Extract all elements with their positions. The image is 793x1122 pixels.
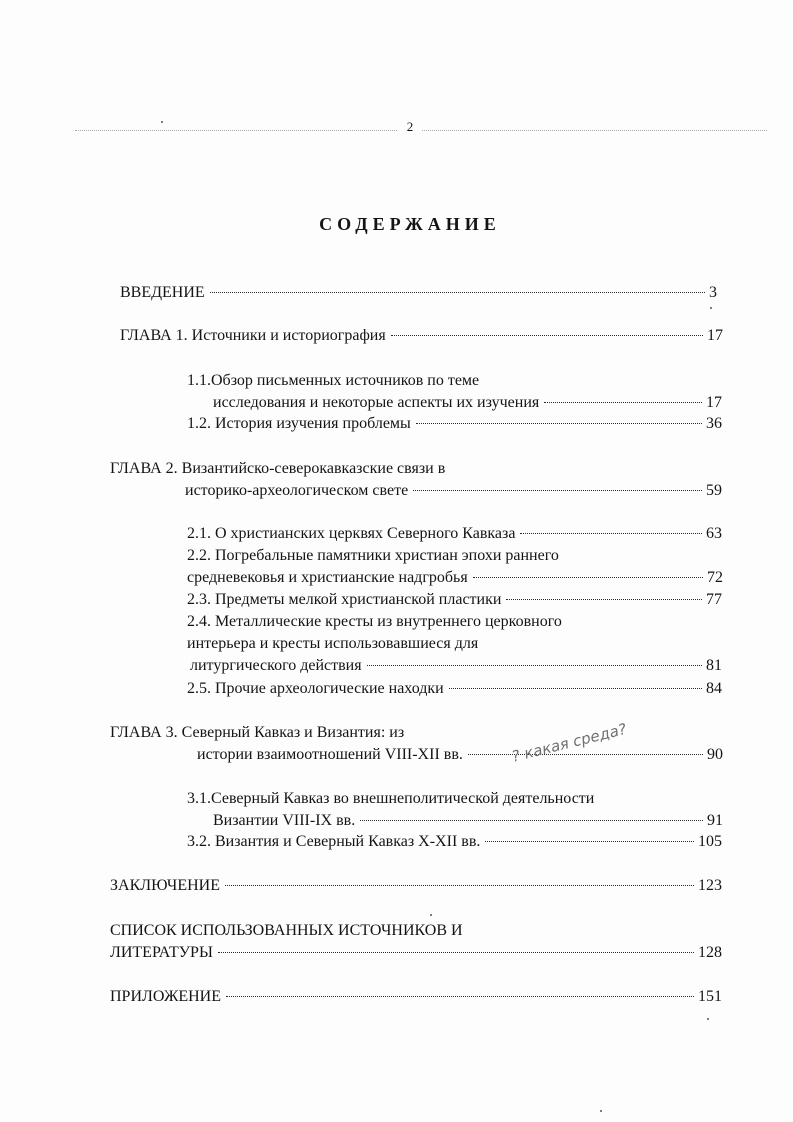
toc-page: 72 [707, 569, 723, 586]
toc-label: 2.3. Предметы мелкой христианской пластики [187, 591, 502, 608]
toc-entry-3-1 [213, 810, 723, 832]
toc-page: 36 [706, 415, 722, 432]
toc-entry-2-1 [187, 523, 722, 545]
toc-label: 3.2. Византия и Северный Кавказ X-XII вв. [187, 833, 481, 850]
toc-label: исследования и некоторые аспекты их изучения [213, 394, 540, 411]
leader-dots [218, 952, 694, 953]
leader-dots [449, 688, 702, 689]
toc-entry-2-2-line-1: 2.2. Погребальные памятники христиан эпохи раннего [187, 547, 559, 564]
toc-label: ПРИЛОЖЕНИЕ [110, 988, 222, 1005]
toc-entry-intro [120, 282, 717, 304]
handwritten-annotation [503, 703, 673, 763]
toc-page: 84 [706, 680, 722, 697]
toc-label: средневековья и христианские надгробья [187, 569, 468, 586]
toc-entry-2-4 [190, 655, 722, 677]
toc-page: 17 [707, 327, 723, 344]
toc-page: 123 [698, 877, 722, 894]
toc-entry-2-4-line-2: интерьера и кресты использовавшиеся для [187, 635, 479, 652]
scan-speck [710, 307, 712, 309]
leader-dots [391, 335, 703, 336]
toc-page: 105 [698, 833, 722, 850]
toc-entry-2-4-line-1: 2.4. Металлические кресты из внутреннего церковного [187, 613, 562, 630]
leader-dots [367, 665, 702, 666]
toc-label: 2.5. Прочие археологические находки [187, 680, 444, 697]
toc-entry-chapter-3-line-1: ГЛАВА 3. Северный Кавказ и Византия: из [110, 724, 405, 741]
page-title: СОДЕРЖАНИЕ [319, 214, 501, 234]
toc-entry-references [110, 942, 722, 964]
toc-label: литургического действия [190, 657, 362, 674]
leader-dots [416, 423, 702, 424]
toc-entry-conclusion [110, 875, 722, 897]
leader-dots [506, 599, 702, 600]
toc-page: 151 [698, 988, 722, 1005]
toc-entry-1-2 [187, 413, 722, 435]
scan-speck [600, 1110, 602, 1112]
toc-entry-1-1 [213, 392, 722, 414]
toc-page: 17 [706, 394, 722, 411]
handwritten-annotation-drawing [503, 703, 673, 763]
scan-speck [707, 1018, 709, 1020]
toc-label: Византии VIII-IX вв. [213, 812, 356, 829]
toc-label: историко-археологическом свете [185, 482, 409, 499]
page-number: 2 [398, 119, 422, 135]
toc-page: 77 [706, 591, 722, 608]
toc-label: ГЛАВА 1. Источники и историография [120, 327, 386, 344]
toc-entry-chapter-1 [120, 325, 723, 347]
leader-dots [473, 577, 703, 578]
toc-page: 128 [698, 944, 722, 961]
toc-label: истории взаимоотношений VIII-XII вв. [197, 746, 463, 763]
toc-label: ЗАКЛЮЧЕНИЕ [110, 877, 220, 894]
toc-entry-2-5 [187, 678, 722, 700]
toc-entry-chapter-2 [185, 480, 722, 502]
toc-entry-chapter-2-line-1: ГЛАВА 2. Византийско-северокавказские связи в [110, 460, 446, 477]
toc-page: 91 [707, 812, 723, 829]
leader-dots [485, 841, 694, 842]
scan-speck [430, 914, 432, 916]
toc-page: 63 [706, 525, 722, 542]
toc-page: 59 [706, 482, 722, 499]
toc-page: 3 [709, 284, 717, 301]
leader-dots [225, 885, 694, 886]
toc-entry-appendix [110, 986, 722, 1008]
leader-dots [360, 820, 703, 821]
handwritten-note-text: ? какая среда? [509, 719, 629, 763]
toc-entry-3-1-line-1: 3.1.Северный Кавказ во внешнеполитической деятельности [187, 790, 595, 807]
toc-label: ЛИТЕРАТУРЫ [110, 944, 213, 961]
leader-dots [544, 402, 702, 403]
toc-label: 1.2. История изучения проблемы [187, 415, 411, 432]
toc-page: 90 [707, 746, 723, 763]
toc-entry-2-3 [187, 589, 722, 611]
toc-entry-2-2 [187, 567, 723, 589]
toc-label: 2.1. О христианских церквях Северного Кавказа [187, 525, 516, 542]
toc-entry-1-1-line-1: 1.1.Обзор письменных источников по теме [187, 372, 480, 389]
leader-dots [210, 292, 705, 293]
leader-dots [520, 533, 702, 534]
leader-dots [413, 490, 702, 491]
leader-dots [226, 996, 694, 997]
toc-page: 81 [706, 657, 722, 674]
toc-label: ВВЕДЕНИЕ [120, 284, 205, 301]
toc-entry-references-line-1: СПИСОК ИСПОЛЬЗОВАННЫХ ИСТОЧНИКОВ И [110, 922, 463, 939]
toc-entry-3-2 [187, 831, 722, 853]
scan-speck [161, 121, 163, 123]
